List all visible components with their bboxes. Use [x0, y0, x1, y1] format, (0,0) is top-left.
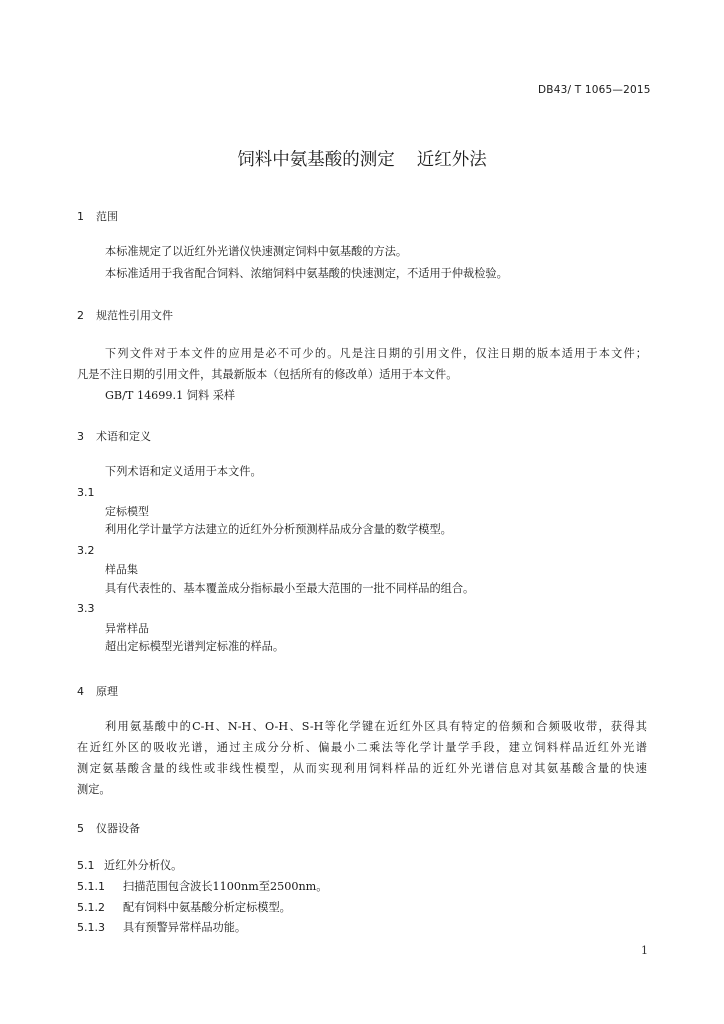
list-item [77, 878, 327, 894]
section-number: 3 [77, 430, 84, 443]
section-heading-normative-references [77, 307, 173, 323]
item-number: 5.1.2 [77, 901, 105, 914]
term-definition: 具有代表性的、基本覆盖成分指标最小至最大范围的一批不同样品的组合。 [105, 582, 475, 595]
section-title: 原理 [96, 685, 118, 698]
item-text: 扫描范围包含波长1100nm至2500nm。 [123, 880, 328, 893]
section-number: 4 [77, 685, 84, 698]
list-item [77, 857, 182, 873]
list-item [77, 919, 246, 935]
section-heading-terms [77, 428, 151, 444]
paragraph-line: 测定。 [77, 783, 111, 796]
term-number: 3.2 [77, 544, 95, 557]
term-number: 3.3 [77, 602, 95, 615]
paragraph: 本标准规定了以近红外光谱仪快速测定饲料中氨基酸的方法。 [105, 245, 408, 258]
section-heading-apparatus [77, 820, 140, 836]
section-title: 仪器设备 [96, 822, 140, 835]
paragraph-line: 凡是不注日期的引用文件，其最新版本（包括所有的修改单）适用于本文件。 [77, 368, 458, 381]
section-heading-principle [77, 683, 118, 699]
term-definition: 利用化学计量学方法建立的近红外分析预测样品成分含量的数学模型。 [105, 523, 452, 536]
term-name: 定标模型 [105, 505, 149, 518]
item-number: 5.1 [77, 859, 95, 872]
item-text: 配有饲料中氨基酸分析定标模型。 [123, 901, 291, 914]
item-text: 具有预警异常样品功能。 [123, 921, 247, 934]
term-name: 样品集 [105, 563, 138, 576]
paragraph: 下列术语和定义适用于本文件。 [105, 465, 262, 478]
section-title: 规范性引用文件 [96, 309, 173, 322]
document-code: DB43/ T 1065—2015 [538, 84, 651, 96]
term-name: 异常样品 [105, 622, 149, 635]
section-number: 5 [77, 822, 84, 835]
term-number: 3.1 [77, 486, 95, 499]
section-number: 1 [77, 210, 84, 223]
page-number: 1 [641, 944, 648, 957]
page-title [0, 146, 724, 171]
paragraph-line: 下列文件对于本文件的应用是必不可少的。凡是注日期的引用文件，仅注日期的版本适用于本文件； [105, 347, 647, 360]
list-item [77, 899, 291, 915]
term-definition: 超出定标模型光谱判定标准的样品。 [105, 640, 285, 653]
section-title: 术语和定义 [96, 430, 151, 443]
section-number: 2 [77, 309, 84, 322]
paragraph-line: 测定氨基酸含量的线性或非线性模型，从而实现利用饲料样品的近红外光谱信息对其氨基酸含量的快速 [77, 762, 647, 775]
reference-item: GB/T 14699.1 饲料 采样 [105, 389, 236, 402]
title-main: 饲料中氨基酸的测定 [237, 150, 395, 170]
paragraph: 本标准适用于我省配合饲料、浓缩饲料中氨基酸的快速测定，不适用于仲裁检验。 [105, 267, 508, 280]
paragraph-line: 在近红外区的吸收光谱，通过主成分分析、偏最小二乘法等化学计量学手段，建立饲料样品近红外光谱 [77, 741, 647, 754]
section-title: 范围 [96, 210, 118, 223]
paragraph-line: 利用氨基酸中的C-H、N-H、O-H、S-H等化学键在近红外区具有特定的倍频和合频吸收带，获得其 [105, 720, 647, 733]
item-text: 近红外分析仪。 [104, 859, 183, 872]
item-number: 5.1.3 [77, 921, 105, 934]
title-method: 近红外法 [416, 150, 487, 170]
section-heading-scope [77, 208, 118, 224]
item-number: 5.1.1 [77, 880, 105, 893]
